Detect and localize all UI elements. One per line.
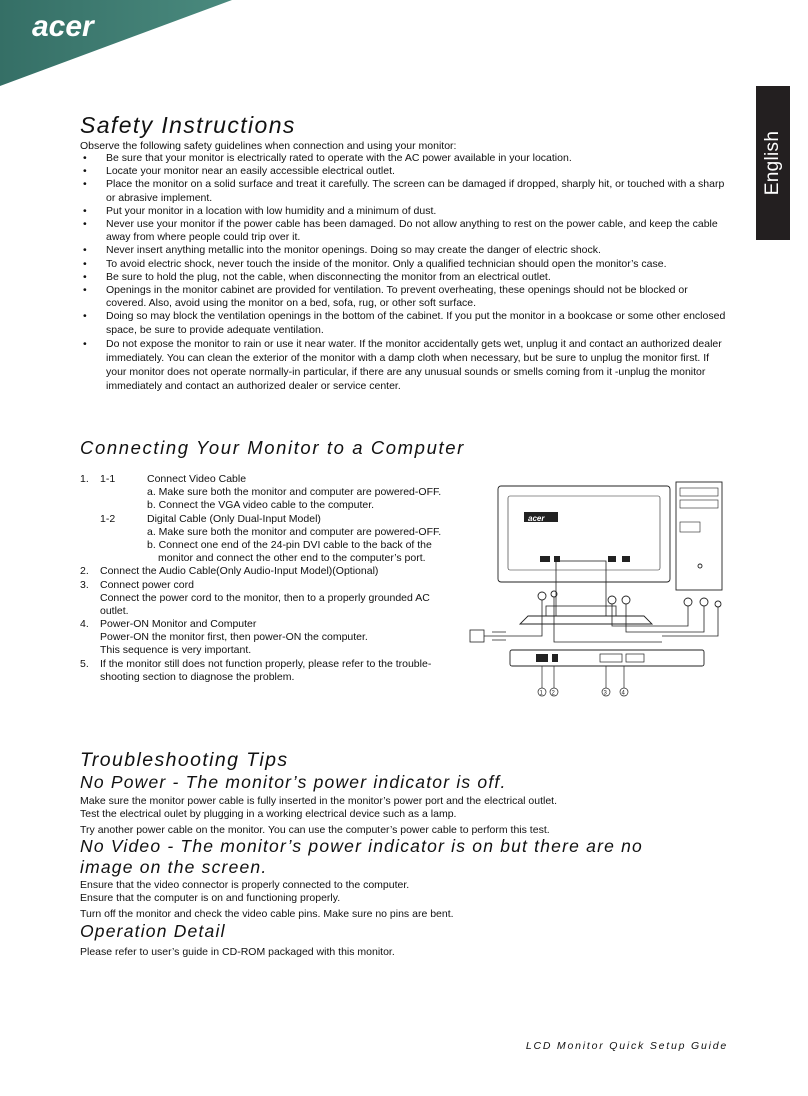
- step-text: shooting section to diagnose the problem.: [100, 670, 295, 683]
- list-item: • Never use your monitor if the power cable has been damaged. Do not allow anything to rest on the power cable, and keep the cable away from where people could trip over it.: [80, 218, 730, 244]
- callout-label: 1: [539, 690, 543, 697]
- monitor-back-illustration: [498, 486, 670, 624]
- troubleshooting-title: Troubleshooting Tips: [80, 749, 289, 771]
- computer-tower-illustration: [676, 482, 722, 607]
- diagram-monitor-logo: acer: [528, 514, 545, 523]
- operation-line: Please refer to user’s guide in CD-ROM packaged with this monitor.: [80, 946, 395, 958]
- callout-label: 3: [603, 690, 607, 697]
- safety-list: [80, 152, 730, 394]
- step-number: 2.: [80, 565, 89, 578]
- no-video-line: Turn off the monitor and check the video cable pins. Make sure no pins are bent.: [80, 908, 454, 920]
- step-text: a. Make sure both the monitor and computer are powered-OFF.: [147, 525, 442, 538]
- no-power-line: Test the electrical oulet by plugging in a working electrical device such as a lamp.: [80, 808, 457, 820]
- no-video-line: Ensure that the computer is on and functioning properly.: [80, 892, 341, 904]
- step-text: b. Connect one end of the 24-pin DVI cable to the back of the: [147, 538, 432, 551]
- step-row: [80, 592, 480, 605]
- callout-label: 2: [551, 690, 555, 697]
- no-power-heading: No Power - The monitor’s power indicator is off.: [80, 772, 507, 792]
- substep-number: 1-1: [100, 473, 116, 485]
- connector-strip: [510, 650, 704, 688]
- no-video-heading-cont: image on the screen.: [80, 857, 268, 877]
- step-text: Power-ON Monitor and Computer: [100, 618, 257, 631]
- list-item: • Do not expose the monitor to rain or use it near water. If the monitor accidentally gets wet, unplug it and contact an authorized dealer immediately. You can clean the exterior of the monitor with a damp cloth when necessary, but be sure to unplug the monitor first. If your monitor does not operate normally-in particular, if there are any unusual sounds or smells coming from it -unplug the monitor immediately and contact an authorized dealer or service center.: [80, 337, 730, 394]
- step-row: [80, 486, 480, 499]
- step-text: b. Connect the VGA video cable to the computer.: [147, 499, 375, 512]
- step-text: outlet.: [100, 604, 129, 617]
- footer-guide-title: LCD Monitor Quick Setup Guide: [525, 1040, 728, 1052]
- step-row: [80, 499, 480, 512]
- substep-number: 1-2: [100, 512, 116, 525]
- step-number: 5.: [80, 657, 89, 670]
- connecting-title: Connecting Your Monitor to a Computer: [80, 437, 465, 458]
- step-text: Power-ON the monitor first, then power-ON the computer.: [100, 631, 368, 644]
- connecting-steps: [80, 473, 480, 684]
- step-number: 1.: [80, 473, 89, 485]
- step-row: [80, 605, 480, 618]
- no-video-line: Ensure that the video connector is properly connected to the computer.: [80, 879, 410, 891]
- callout-markers: [538, 688, 628, 697]
- no-power-line: Try another power cable on the monitor. You can use the computer’s power cable to perform this test.: [80, 824, 550, 836]
- list-item: • To avoid electric shock, never touch the inside of the monitor. Only a qualified technician should open the monitor’s case.: [80, 258, 730, 271]
- step-text: Connect the power cord to the monitor, then to a properly grounded AC: [100, 591, 430, 604]
- list-item: • Put your monitor in a location with low humidity and a minimum of dust.: [80, 205, 730, 218]
- list-item: • Openings in the monitor cabinet are provided for ventilation. To prevent overheating, these openings should not be blocked or covered. Also, avoid using the monitor on a bed, sofa, rug, or other soft surface.: [80, 284, 730, 310]
- step-row: [80, 671, 480, 684]
- acer-logo: acer: [32, 10, 94, 43]
- step-text: Connect power cord: [100, 578, 194, 591]
- language-tab-label: English: [762, 130, 783, 196]
- list-item: • Place the monitor on a solid surface and treat it carefully. The screen can be damaged if dropped, sharply hit, or touched with a sharp or abrasive implement.: [80, 178, 730, 204]
- step-row: [80, 513, 480, 526]
- step-row: [80, 618, 480, 631]
- step-row: [80, 658, 480, 671]
- language-tab: [756, 86, 790, 240]
- safety-title: Safety Instructions: [80, 112, 296, 138]
- step-row: [80, 552, 480, 565]
- list-item: • Locate your monitor near an easily accessible electrical outlet.: [80, 165, 730, 178]
- safety-intro: Observe the following safety guidelines when connection and using your monitor:: [80, 140, 457, 152]
- step-row: [80, 539, 480, 552]
- callout-label: 4: [621, 690, 625, 697]
- step-row: [80, 631, 480, 644]
- step-row: [80, 565, 480, 578]
- no-video-heading: No Video - The monitor’s power indicator is on but there are no: [80, 836, 643, 856]
- step-row: [80, 644, 480, 657]
- step-row: [80, 579, 480, 592]
- step-text: Digital Cable (Only Dual-Input Model): [147, 512, 321, 525]
- list-item: • Never insert anything metallic into the monitor openings. Doing so may create the danger of electric shock.: [80, 244, 730, 257]
- step-text: If the monitor still does not function properly, please refer to the trouble-: [100, 657, 432, 670]
- step-number: 4.: [80, 618, 89, 631]
- step-row: [80, 526, 480, 539]
- step-text: monitor and connect the other end to the computer’s port.: [158, 552, 426, 565]
- acer-logo-band: [0, 0, 240, 86]
- cables: [470, 597, 718, 642]
- connection-diagram: [466, 476, 736, 706]
- no-power-line: Make sure the monitor power cable is fully inserted in the monitor’s power port and the electrical outlet.: [80, 795, 558, 807]
- step-text: Connect Video Cable: [147, 473, 247, 485]
- list-item: • Be sure to hold the plug, not the cable, when disconnecting the monitor from an electrical outlet.: [80, 271, 730, 284]
- step-row: [80, 473, 480, 486]
- step-text: a. Make sure both the monitor and computer are powered-OFF.: [147, 486, 442, 499]
- step-number: 3.: [80, 578, 89, 591]
- list-item: • Be sure that your monitor is electrically rated to operate with the AC power available in your location.: [80, 152, 730, 165]
- operation-heading: Operation Detail: [80, 921, 226, 941]
- list-item: • Doing so may block the ventilation openings in the bottom of the cabinet. If you put the monitor in a bookcase or some other enclosed space, be sure to provide adequate ventilation.: [80, 310, 730, 336]
- step-text: This sequence is very important.: [100, 644, 252, 657]
- step-text: Connect the Audio Cable(Only Audio-Input Model)(Optional): [100, 565, 379, 578]
